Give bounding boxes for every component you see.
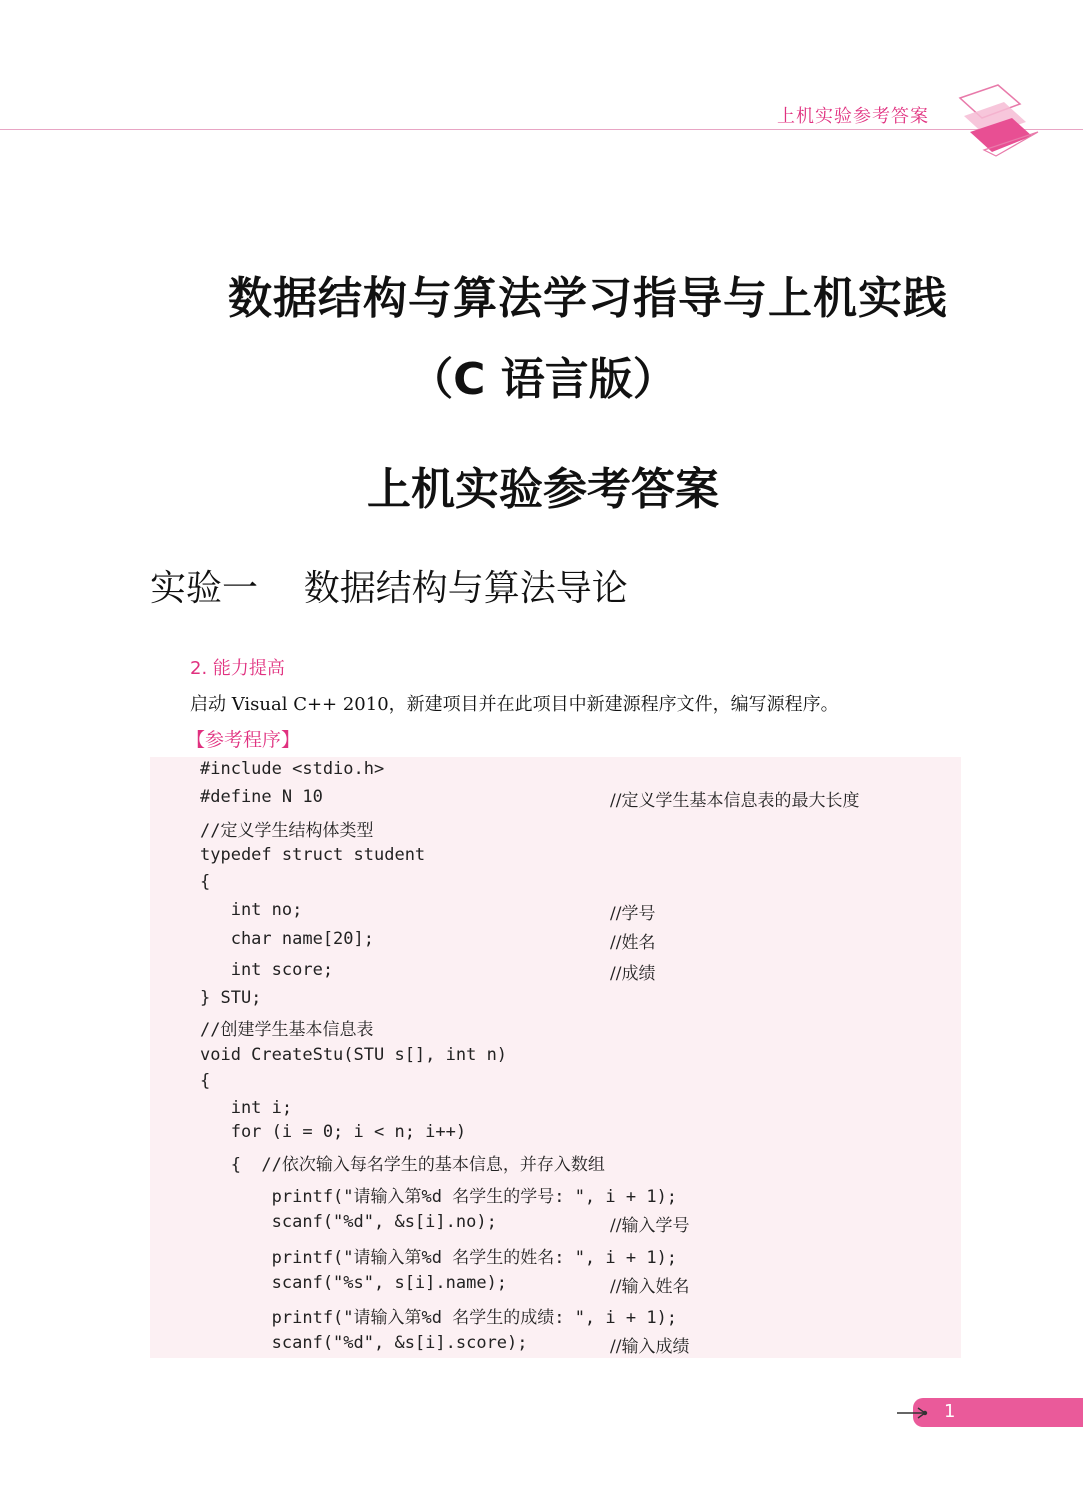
code-line: char name[20]; <box>200 929 374 949</box>
code-line: { <box>200 1071 211 1091</box>
code-line: printf("请输入第%d 名学生的成绩: ", i + 1); <box>200 1308 678 1328</box>
code-line: typedef struct student <box>200 845 426 865</box>
page-number-tab <box>913 1398 1083 1427</box>
code-line: int i; <box>200 1098 293 1118</box>
code-line: //定义学生结构体类型 <box>200 821 374 841</box>
code-line: { //依次输入每名学生的基本信息，并存入数组 <box>200 1155 605 1175</box>
section-heading: 2. 能力提高 <box>190 658 285 679</box>
chapter-heading: 实验一 数据结构与算法导论 <box>150 568 628 609</box>
code-line: scanf("%s", s[i].name); <box>200 1273 508 1293</box>
code-line: printf("请输入第%d 名学生的姓名: ", i + 1); <box>200 1248 678 1268</box>
code-line: #include <stdio.h> <box>200 759 385 779</box>
code-line: void CreateStu(STU s[], int n) <box>200 1045 508 1065</box>
arrow-icon <box>896 1405 932 1421</box>
header-decoration-icon <box>940 80 1050 165</box>
code-line: int no; <box>200 900 303 920</box>
code-line: int score; <box>200 960 334 980</box>
code-block <box>150 757 961 1358</box>
code-line: scanf("%d", &s[i].no); <box>200 1212 497 1232</box>
code-line: } STU; <box>200 988 262 1008</box>
code-comment: //输入姓名 <box>610 1277 690 1297</box>
code-comment: //学号 <box>610 904 656 924</box>
code-comment: //姓名 <box>610 933 656 953</box>
reference-program-label: 【参考程序】 <box>186 729 301 751</box>
code-line: scanf("%d", &s[i].score); <box>200 1333 528 1353</box>
book-subtitle: 上机实验参考答案 <box>367 464 719 515</box>
code-comment: //成绩 <box>610 964 656 984</box>
book-title: 数据结构与算法学习指导与上机实践 <box>228 273 948 324</box>
code-line: printf("请输入第%d 名学生的学号: ", i + 1); <box>200 1187 678 1207</box>
running-header: 上机实验参考答案 <box>777 106 929 127</box>
code-line: //创建学生基本信息表 <box>200 1020 374 1040</box>
header-rule <box>0 129 1083 130</box>
code-line: { <box>200 872 211 892</box>
page-number: 1 <box>944 1401 956 1422</box>
code-comment: //输入学号 <box>610 1216 690 1236</box>
code-comment: //定义学生基本信息表的最大长度 <box>610 791 860 811</box>
body-paragraph: 启动 Visual C++ 2010，新建项目并在此项目中新建源程序文件，编写源程序。 <box>190 694 839 715</box>
code-line: #define N 10 <box>200 787 323 807</box>
code-line: for (i = 0; i < n; i++) <box>200 1122 467 1142</box>
book-edition: （C 语言版） <box>409 354 677 405</box>
code-comment: //输入成绩 <box>610 1337 690 1357</box>
